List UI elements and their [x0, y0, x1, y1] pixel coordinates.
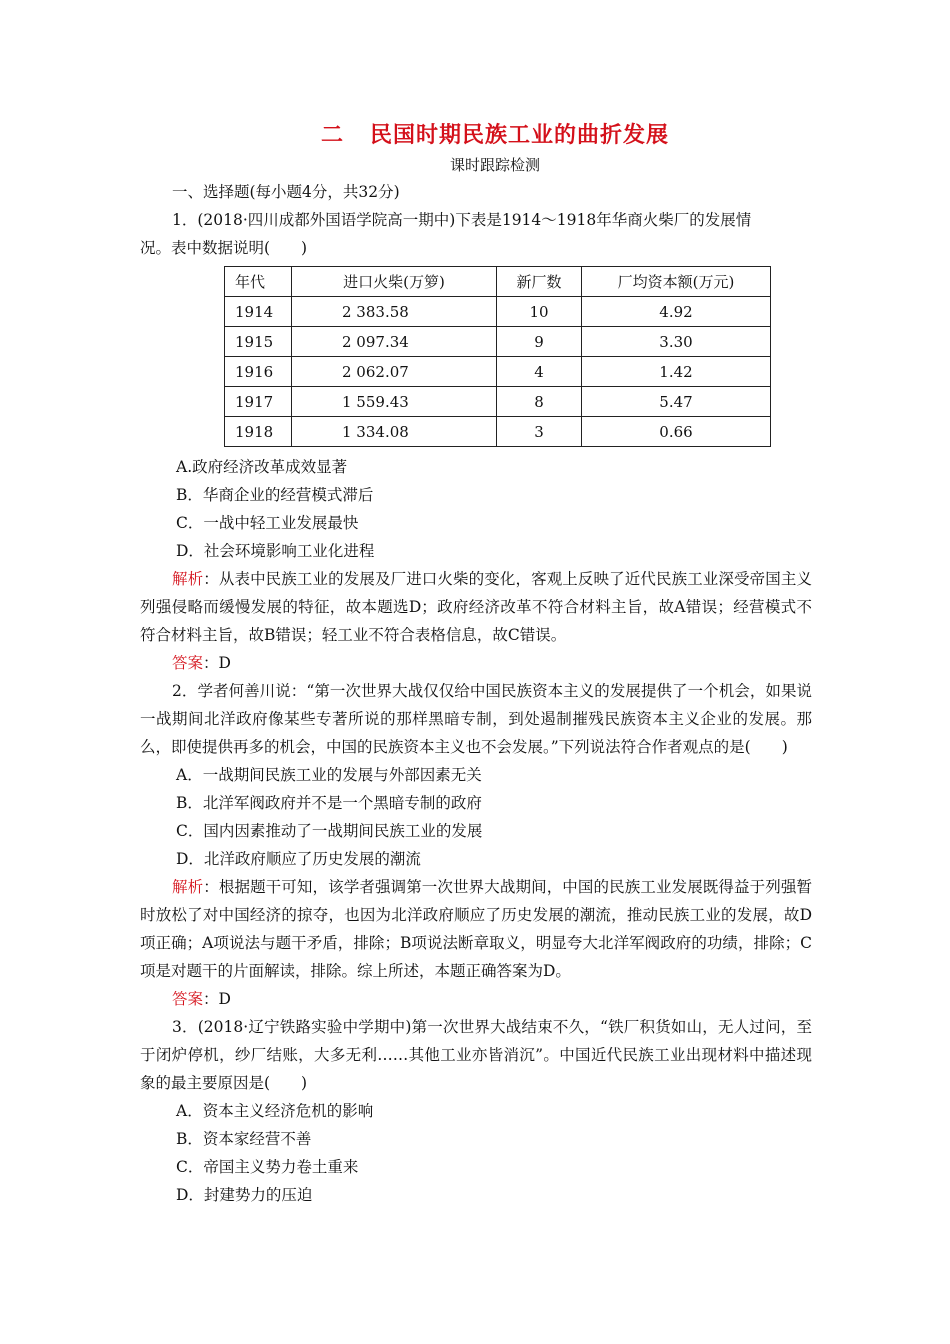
table-cell: 9: [497, 327, 582, 357]
analysis-label: 解析: [172, 570, 204, 588]
table-cell: 3: [497, 417, 582, 447]
q1-analysis: [140, 565, 812, 649]
q1-stem-line1: 1．(2018·四川成都外国语学院高一期中)下表是1914～1918年华商火柴厂的发展情: [172, 211, 752, 229]
table-row: [225, 417, 771, 447]
table-cell: 1914: [225, 297, 292, 327]
q3-option-c: C．帝国主义势力卷土重来: [176, 1158, 359, 1176]
page-subtitle: 课时跟踪检测: [449, 156, 540, 174]
q1-answer: [172, 649, 812, 677]
table-cell: 4.92: [582, 297, 771, 327]
q3-option-d: D．封建势力的压迫: [176, 1186, 313, 1204]
q3-option-b: B．资本家经营不善: [176, 1130, 312, 1148]
table-cell: 10: [497, 297, 582, 327]
answer-text: ：D: [203, 654, 231, 672]
table-cell: 1.42: [582, 357, 771, 387]
q1-option-a: A.政府经济改革成效显著: [176, 458, 348, 476]
q1-option-b: B．华商企业的经营模式滞后: [176, 486, 374, 504]
q2-option-b: B．北洋军阀政府并不是一个黑暗专制的政府: [176, 794, 482, 812]
table-cell: 0.66: [582, 417, 771, 447]
q3-stem: 3．(2018·辽宁铁路实验中学期中)第一次世界大战结束不久，“铁厂积货如山，无人过问，至于闭炉停机，纱厂结账，大多无利……其他工业亦皆消沉”。中国近代民族工业出现材料中描述现象的最主要原因是( ): [140, 1018, 812, 1092]
table-cell: 1917: [225, 387, 292, 417]
table-cell: 1916: [225, 357, 292, 387]
answer-label: 答案: [172, 654, 204, 672]
title-number: 二: [320, 122, 344, 148]
table-header-cell: 厂均资本额(万元): [582, 267, 771, 297]
table-cell: 5.47: [582, 387, 771, 417]
table-cell: 1 334.08: [292, 417, 497, 447]
page-title: [178, 118, 812, 152]
table-row: [225, 327, 771, 357]
table-cell: 3.30: [582, 327, 771, 357]
q2-option-c: C．国内因素推动了一战期间民族工业的发展: [176, 822, 483, 840]
q1-stem-line2: 况。表中数据说明( ): [140, 239, 308, 257]
q2-analysis: [140, 873, 812, 985]
table-header-row: [225, 267, 771, 297]
table-cell: 8: [497, 387, 582, 417]
table-cell: 1915: [225, 327, 292, 357]
analysis-text: ：根据题干可知，该学者强调第一次世界大战期间，中国的民族工业发展既得益于列强暂时放松了对中国经济的掠夺，也因为北洋政府顺应了历史发展的潮流，推动民族工业的发展，故D项正确；A项说法与题干矛盾，排除；B项说法断章取义，明显夸大北洋军阀政府的功绩，排除；C项是对题干的片面解读，排除。综上所述，本题正确答案为D。: [140, 878, 812, 980]
table-cell: 4: [497, 357, 582, 387]
table-row: [225, 297, 771, 327]
analysis-text: ：从表中民族工业的发展及厂进口火柴的变化，客观上反映了近代民族工业深受帝国主义列强侵略而缓慢发展的特征，故本题选D；政府经济改革不符合材料主旨，故A错误；经营模式不符合材料主旨，故B错误；轻工业不符合表格信息，故C错误。: [140, 570, 812, 644]
title-text: 民国时期民族工业的曲折发展: [370, 122, 670, 148]
table-header-cell: 进口火柴(万箩): [292, 267, 497, 297]
answer-text: ：D: [203, 990, 231, 1008]
q2-answer: [172, 985, 812, 1013]
table-row: [225, 357, 771, 387]
q1-option-c: C．一战中轻工业发展最快: [176, 514, 359, 532]
table-header-cell: 新厂数: [497, 267, 582, 297]
q2-stem: 2．学者何善川说：“第一次世界大战仅仅给中国民族资本主义的发展提供了一个机会，如果说一战期间北洋政府像某些专著所说的那样黑暗专制，到处遏制摧残民族资本主义企业的发展。那么，即使提供再多的机会，中国的民族资本主义也不会发展。”下列说法符合作者观点的是( ): [140, 682, 812, 756]
document-page: [140, 118, 812, 1209]
analysis-label: 解析: [172, 878, 204, 896]
q2-option-a: A．一战期间民族工业的发展与外部因素无关: [176, 766, 482, 784]
section-heading: 一、选择题(每小题4分，共32分): [172, 183, 400, 201]
q2-option-d: D．北洋政府顺应了历史发展的潮流: [176, 850, 421, 868]
q1-option-d: D．社会环境影响工业化进程: [176, 542, 375, 560]
q3-option-a: A．资本主义经济危机的影响: [176, 1102, 374, 1120]
answer-label: 答案: [172, 990, 204, 1008]
table-cell: 2 062.07: [292, 357, 497, 387]
table-cell: 2 383.58: [292, 297, 497, 327]
table-header-cell: 年代: [225, 267, 292, 297]
table-cell: 1918: [225, 417, 292, 447]
table-row: [225, 387, 771, 417]
table-cell: 2 097.34: [292, 327, 497, 357]
q1-data-table: [224, 266, 771, 447]
table-cell: 1 559.43: [292, 387, 497, 417]
